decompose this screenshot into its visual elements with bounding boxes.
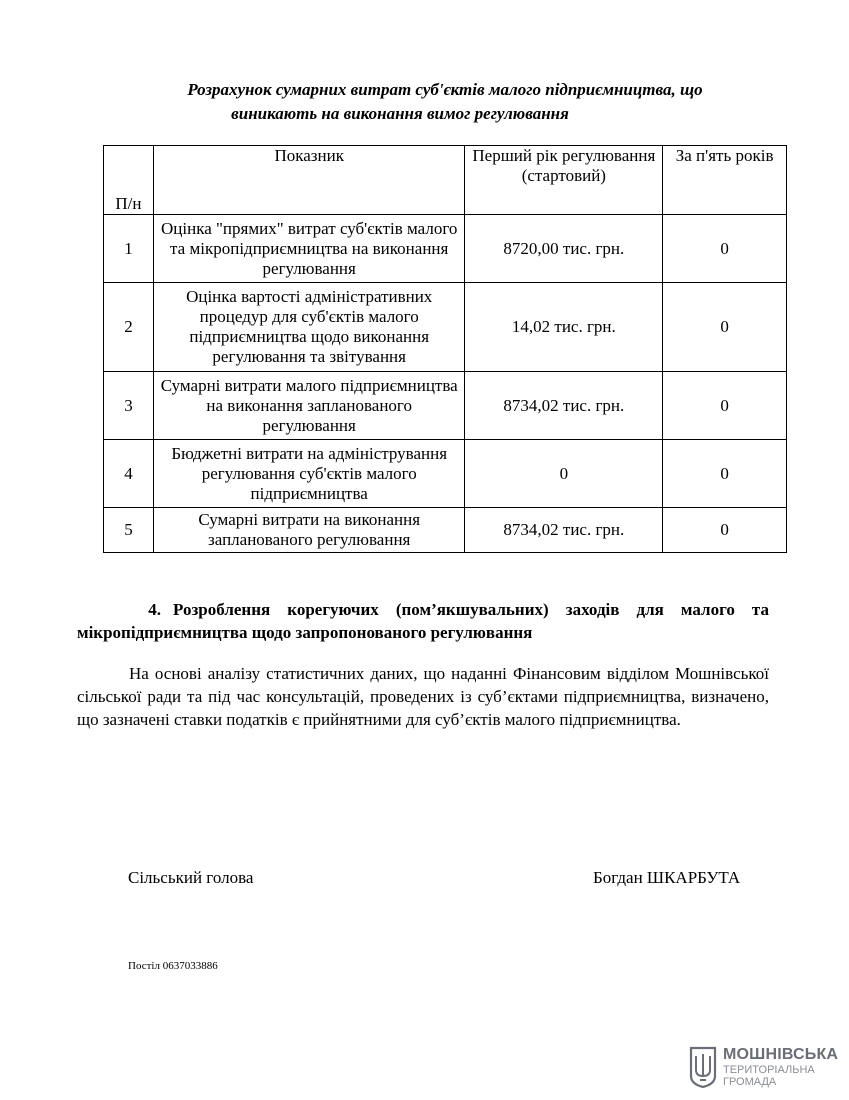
logo-line-1: МОШНІВСЬКА (723, 1046, 839, 1063)
table-row (104, 215, 787, 283)
document-title (100, 78, 790, 126)
paragraph-text: На основі аналізу статистичних даних, що наданні Фінансовим відділом Мошнівської сільської ради та під час консультацій, проведених із суб’єктами підприємництва, визначено, що зазначені ставки податків є прийнятними для суб’єктів малого підприємництва. (77, 664, 769, 729)
table-header-row (104, 146, 787, 215)
row-indicator: Сумарні витрати малого підприємництва на виконання запланованого регулювання (153, 372, 465, 440)
row-num: 3 (104, 372, 154, 440)
signature-position: Сільський голова (128, 868, 254, 887)
row-first-year: 8720,00 тис. грн. (465, 215, 663, 283)
row-first-year: 8734,02 тис. грн. (465, 508, 663, 553)
row-five-years: 0 (663, 440, 787, 508)
table-row (104, 440, 787, 508)
row-five-years: 0 (663, 283, 787, 372)
trident-emblem-icon (689, 1046, 717, 1088)
row-indicator: Бюджетні витрати на адміністрування регулювання суб'єктів малого підприємництва (153, 440, 465, 508)
row-five-years: 0 (663, 372, 787, 440)
table-row (104, 508, 787, 553)
section-4-paragraph (77, 662, 769, 731)
row-first-year: 14,02 тис. грн. (465, 283, 663, 372)
logo-line-2: ТЕРИТОРІАЛЬНА (723, 1064, 815, 1076)
row-indicator: Оцінка "прямих" витрат суб'єктів малого та мікропідприємництва на виконання регулювання (153, 215, 465, 283)
community-logo (689, 1046, 839, 1092)
row-num: 4 (104, 440, 154, 508)
header-indicator: Показник (153, 146, 465, 215)
section-number: 4. (148, 600, 161, 619)
header-five-years: За п'ять років (663, 146, 787, 215)
row-first-year: 8734,02 тис. грн. (465, 372, 663, 440)
row-num: 5 (104, 508, 154, 553)
row-first-year: 0 (465, 440, 663, 508)
title-line-2: виникають на виконання вимог регулювання (231, 104, 569, 123)
table-row (104, 283, 787, 372)
row-indicator: Оцінка вартості адміністративних процедур для суб'єктів малого підприємництва щодо виконання регулювання та звітування (153, 283, 465, 372)
section-heading-text: Розроблення корегуючих (пом’якшувальних) заходів для малого та мікропідприємництва щодо запропонованого регулювання (77, 600, 769, 642)
row-indicator: Сумарні витрати на виконання запланованого регулювання (153, 508, 465, 553)
section-4-heading (77, 598, 769, 644)
costs-table (103, 145, 787, 553)
logo-line-3: ГРОМАДА (723, 1076, 777, 1088)
contact-line: Постіл 0637033886 (128, 960, 218, 972)
row-five-years: 0 (663, 508, 787, 553)
title-line-1: Розрахунок сумарних витрат суб'єктів малого підприємництва, що (187, 80, 703, 99)
signature-name: Богдан ШКАРБУТА (593, 868, 741, 887)
row-five-years: 0 (663, 215, 787, 283)
header-num: П/н (104, 146, 154, 215)
header-first-year: Перший рік регулювання (стартовий) (465, 146, 663, 215)
row-num: 2 (104, 283, 154, 372)
row-num: 1 (104, 215, 154, 283)
table-row (104, 372, 787, 440)
